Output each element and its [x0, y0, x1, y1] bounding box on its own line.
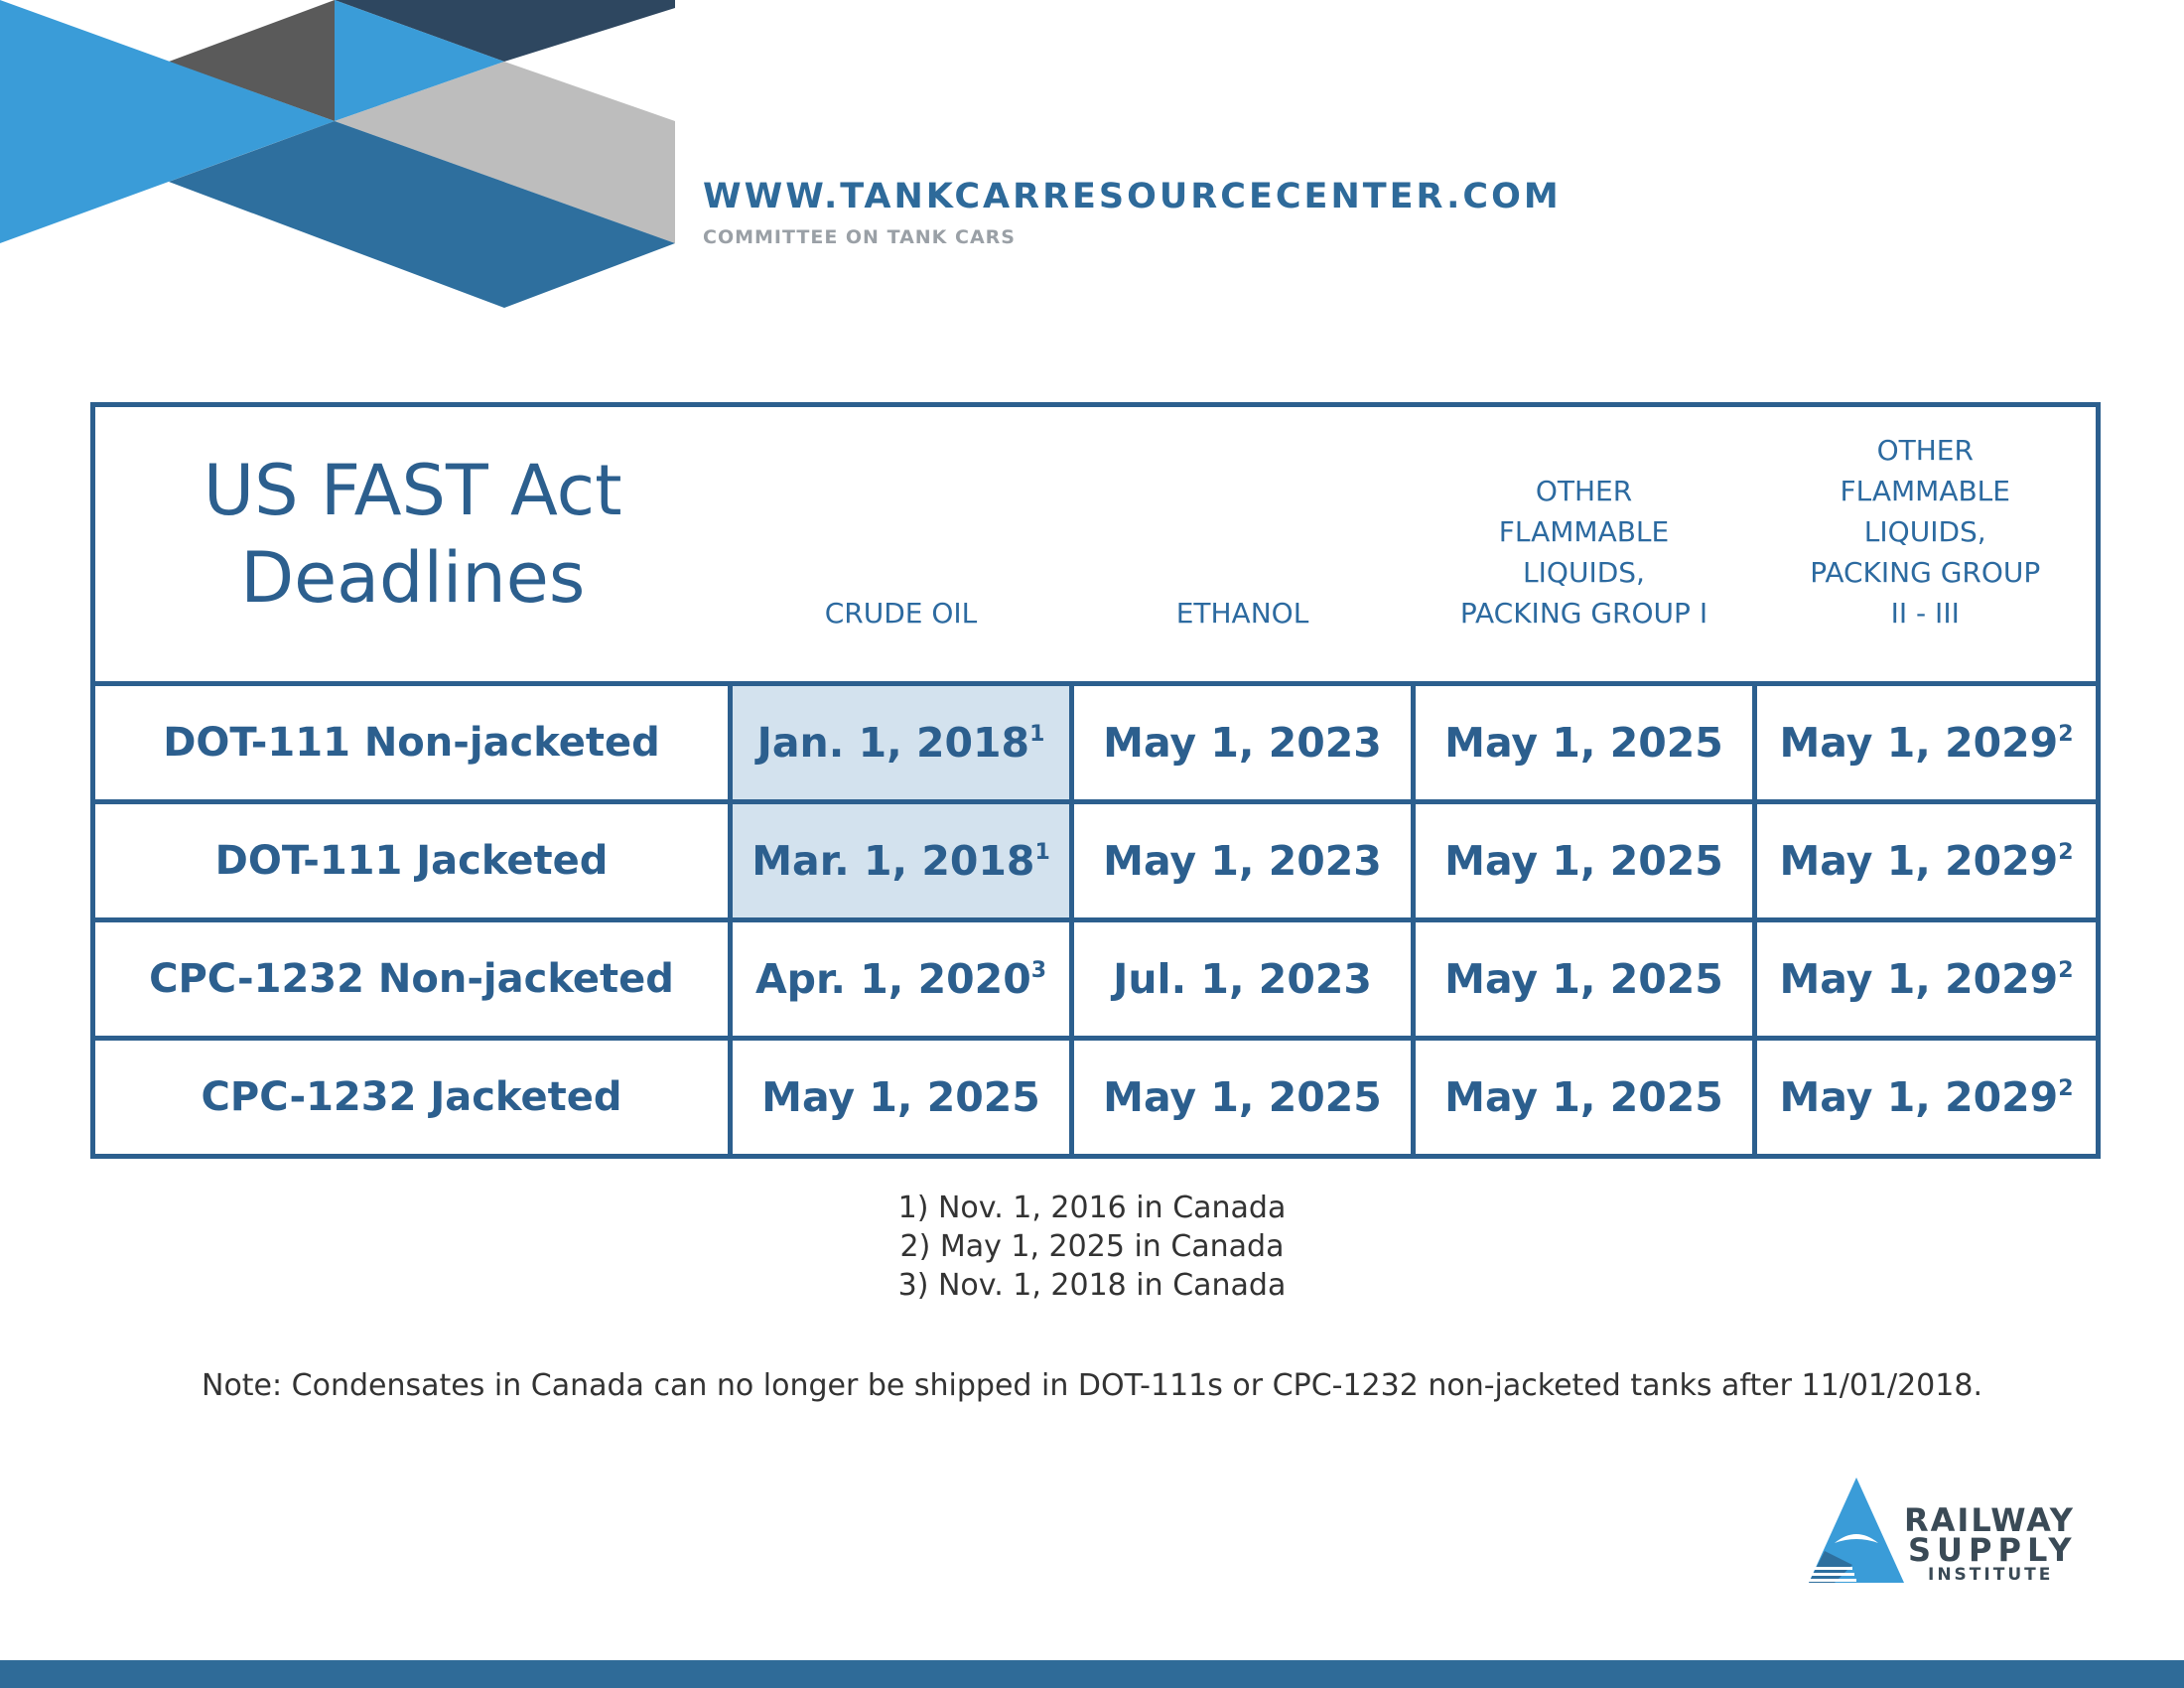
footer-bar: [0, 1660, 2184, 1688]
deadline-date: May 1, 2025: [761, 1073, 1040, 1121]
deadline-cell: [1414, 1039, 1755, 1157]
column-header-line: OTHER: [1876, 434, 1974, 467]
logo-text-institute: INSTITUTE: [1928, 1565, 2054, 1585]
deadline-date: May 1, 2025: [1103, 1073, 1382, 1121]
logo-text-supply: SUPPLY: [1908, 1531, 2078, 1569]
column-header-ethanol: [1072, 405, 1414, 684]
deadline-date: May 1, 2025: [1444, 1073, 1723, 1121]
column-header-line: PACKING GROUP I: [1459, 597, 1708, 630]
footnote-ref: 1: [1029, 722, 1045, 747]
site-url[interactable]: WWW.TANKCARRESOURCECENTER.COM: [703, 177, 1562, 216]
column-header-packing-group-ii-iii: [1755, 405, 2099, 684]
deadline-date: May 1, 2029: [1779, 837, 2059, 885]
column-header-line: LIQUIDS,: [1863, 515, 1986, 548]
deadline-cell: [1072, 1039, 1414, 1157]
deadline-date: May 1, 2025: [1444, 719, 1723, 767]
deadline-cell: [1072, 920, 1414, 1039]
row-label: DOT-111 Jacketed: [93, 802, 731, 920]
footnote-ref: 2: [2058, 722, 2074, 747]
title-line-1: US FAST Act: [203, 450, 622, 531]
column-header-line: FLAMMABLE: [1840, 475, 2010, 507]
column-header-line: II - III: [1890, 597, 1960, 630]
table-row: [93, 684, 2099, 802]
table-body: [93, 684, 2099, 1157]
column-header-line: CRUDE OIL: [824, 597, 978, 630]
row-label: DOT-111 Non-jacketed: [93, 684, 731, 802]
deadline-cell: [1414, 920, 1755, 1039]
deadline-cell: [1414, 802, 1755, 920]
committee-subtitle: COMMITTEE ON TANK CARS: [703, 226, 1016, 248]
deadline-cell: [1755, 1039, 2099, 1157]
deadline-cell: [1755, 802, 2099, 920]
deadline-cell: [1755, 684, 2099, 802]
deadline-cell: [1072, 802, 1414, 920]
column-header-line: LIQUIDS,: [1523, 556, 1645, 589]
footnote: 2) May 1, 2025 in Canada: [899, 1229, 1285, 1264]
deadline-date: Apr. 1, 2020: [754, 955, 1031, 1003]
deadline-date: May 1, 2025: [1444, 837, 1723, 885]
deadline-date: May 1, 2029: [1779, 1073, 2059, 1121]
footnote-ref: 2: [2058, 840, 2074, 865]
deadline-cell: [731, 802, 1072, 920]
deadlines-table: [90, 402, 2101, 1159]
column-header-line: ETHANOL: [1175, 597, 1309, 630]
footnotes: [0, 1189, 2184, 1305]
footnote: 1) Nov. 1, 2016 in Canada: [897, 1191, 1287, 1225]
deadline-date: May 1, 2029: [1779, 955, 2059, 1003]
column-header-line: OTHER: [1535, 475, 1633, 507]
column-header-packing-group-i: [1414, 405, 1755, 684]
deadline-date: Mar. 1, 2018: [751, 837, 1035, 885]
footnote-ref: 2: [2058, 958, 2074, 983]
deadline-cell: [731, 1039, 1072, 1157]
footnote-ref: 2: [2058, 1076, 2074, 1101]
deadline-cell: [731, 920, 1072, 1039]
footnote-ref: 1: [1034, 840, 1050, 865]
footnote-ref: 3: [1030, 958, 1047, 983]
deadline-date: Jul. 1, 2023: [1113, 955, 1372, 1003]
table-row: [93, 802, 2099, 920]
title-line-2: Deadlines: [240, 537, 586, 619]
deadline-cell: [731, 684, 1072, 802]
column-header-line: FLAMMABLE: [1498, 515, 1670, 548]
deadline-date: May 1, 2025: [1444, 955, 1723, 1003]
deadline-cell: [1414, 684, 1755, 802]
deadline-date: May 1, 2023: [1103, 837, 1382, 885]
table-header-row: [93, 405, 2099, 684]
table-title: [93, 405, 731, 684]
column-header-crude-oil: [731, 405, 1072, 684]
header-graphic: [0, 0, 675, 308]
row-label: CPC-1232 Non-jacketed: [93, 920, 731, 1039]
deadline-cell: [1072, 684, 1414, 802]
logo-text-railway: RAILWAY: [1904, 1501, 2075, 1539]
logo-mark-icon: [1805, 1474, 1914, 1587]
railway-supply-institute-logo: [1805, 1474, 2083, 1587]
footnote: 3) Nov. 1, 2018 in Canada: [897, 1268, 1287, 1303]
deadline-cell: [1755, 920, 2099, 1039]
deadline-date: May 1, 2029: [1779, 719, 2059, 767]
table-row: [93, 920, 2099, 1039]
deadline-date: Jan. 1, 2018: [756, 719, 1030, 767]
table-row: [93, 1039, 2099, 1157]
row-label: CPC-1232 Jacketed: [93, 1039, 731, 1157]
note-text: Note: Condensates in Canada can no longer be shipped in DOT-111s or CPC-1232 non-jacketed tanks after 11/01/2018.: [202, 1368, 1982, 1403]
column-header-line: PACKING GROUP: [1810, 556, 2041, 589]
deadline-date: May 1, 2023: [1103, 719, 1382, 767]
